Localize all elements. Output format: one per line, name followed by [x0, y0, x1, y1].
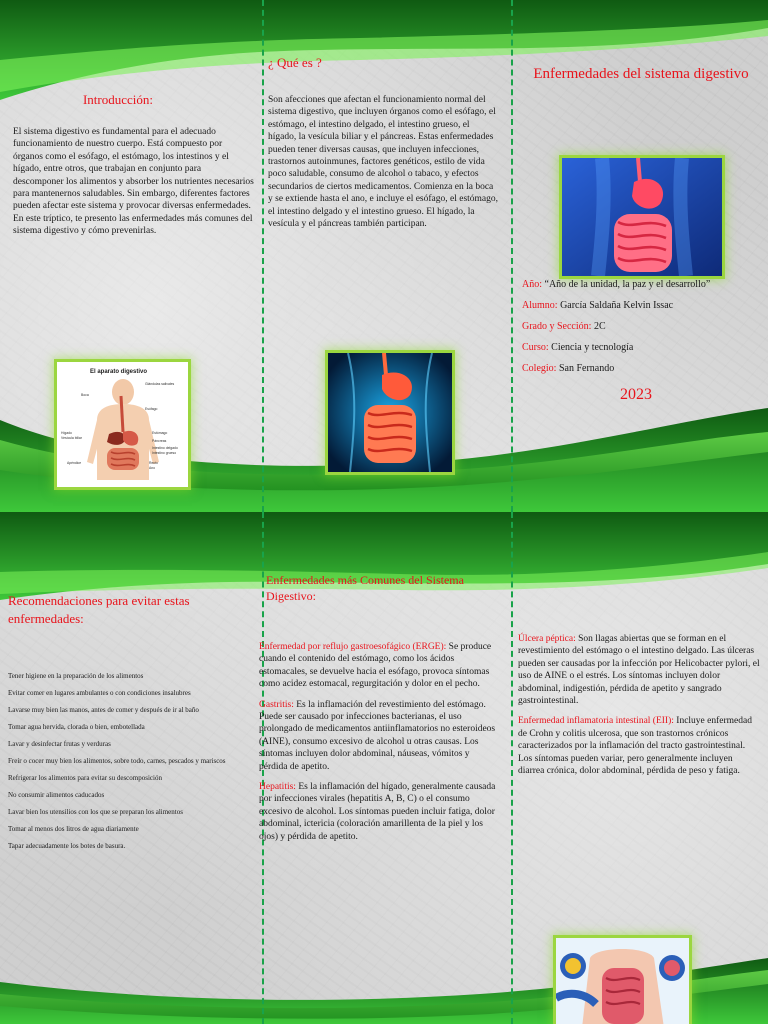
list-item: No consumir alimentos caducados — [8, 791, 105, 799]
recommendations-list — [8, 672, 244, 859]
more-diseases-list — [518, 633, 760, 785]
recommendations-title: Recomendaciones para evitar estas enfermedades: — [8, 593, 190, 626]
diagram-label: Ano — [149, 466, 156, 470]
digestive-organs-image — [328, 353, 452, 472]
fold-line — [511, 0, 513, 512]
disease-item: Úlcera péptica: Son llagas abiertas que se forman en el revestimiento del estómago o el intestino delgado. Las úlceras pueden ser causadas por la infección por Helicobacter pylori, el uso de AINE o el estrés. Los síntomas incluyen dolor abdominal, indigestión, pérdida de apetito y sangrado gastrointestinal. — [518, 634, 760, 707]
list-item: Tomar al menos dos litros de agua diariamente — [8, 825, 139, 833]
list-item: Tomar agua hervida, clorada o bien, embotellada — [8, 723, 145, 731]
diagram-label: Apéndice — [67, 461, 82, 465]
common-diseases-list — [259, 641, 499, 851]
list-item: Tener higiene en la preparación de los alimentos — [8, 672, 144, 680]
diagram-label: Boca — [81, 393, 89, 397]
course-row: Curso: Ciencia y tecnología — [522, 342, 634, 353]
disease-item: Enfermedad por reflujo gastroesofágico (ERGE): Se produce cuando el contenido del estómago, como los ácidos estomacales, se devuelve hacia el esófago, provoca síntomas como acidez estomacal, regurgitación y dolor en el pecho. — [259, 642, 492, 690]
school-row: Colegio: San Fernando — [522, 363, 615, 374]
list-item: Lavar bien los utensilios con los que se preparan los alimentos — [8, 808, 183, 816]
diagram-label: Estómago — [152, 431, 168, 435]
diagram-label: Intestino delgado — [152, 446, 178, 450]
list-item: Tapar adecuadamente los botes de basura. — [8, 842, 126, 850]
diagram-label: Intestino grueso — [152, 451, 177, 455]
diagram-label: Vesícula biliar — [61, 436, 82, 440]
list-item: Lavar y desinfectar frutas y verduras — [8, 740, 111, 748]
que-es-title: ¿ Qué es ? — [268, 55, 322, 70]
student-row: Alumno: García Saldaña Kelvin Issac — [522, 300, 674, 311]
disease-item: Enfermedad inflamatoria intestinal (EII): Incluye enfermedad de Crohn y colitis ulcerosa, que son trastornos crónicos caracterizados por la inflamación del tracto gastrointestinal. Los síntomas pueden variar, pero generalmente incluyen diarrea crónica, dolor abdominal, pérdida de peso y fatiga. — [518, 716, 752, 777]
cover-title: Enfermedades del sistema digestivo — [533, 66, 749, 82]
intro-title: Introducción: — [82, 92, 154, 107]
que-es-text: Son afecciones que afectan el funcionamiento normal del sistema digestivo, que incluyen órganos como el esófago, el estómago, el intestino delgado, el intestino grueso, el hígado, la vesícula biliar y el páncreas. Estas enfermedades pueden tener diversas causas, que incluyen infecciones, trastornos autoinmunes, factores genéticos, estilo de vida poco saludable, consumo de alcohol o tabaco, y efectos secundarios de ciertos medicamentos. Comienza en la boca y se extiende hasta el ano, e incluye el esófago, el estómago, el intestino delgado y el intestino grueso. El hígado, la vesícula y el páncreas también participan. — [268, 95, 499, 230]
diagram-label: Hígado — [61, 431, 72, 435]
intro-text: El sistema digestivo es fundamental para el adecuado funcionamiento de nuestro cuerpo. Está compuesto por órganos como el esófago, el estómago, los intestinos y el hígado, entre otros, que trabajan en conjunto para descomponer los alimentos y absorber los nutrientes necesarios para mantenernos saludables. Sin embargo, diferentes factores pueden afectar este sistema y provocar diversas enfermedades. En este tríptico, te presento las enfermedades más comunes del sistema digestivo y cómo prevenirlas. — [13, 127, 254, 237]
digestive-diagram-image — [57, 362, 188, 487]
common-diseases-title: Enfermedades más Comunes del Sistema Digestivo: — [266, 573, 464, 603]
list-item: Evitar comer en lugares ambulantes o con condiciones insalubres — [8, 689, 191, 697]
disease-item: Gastritis: Es la inflamación del revestimiento del estómago. Puede ser causado por infecciones bacterianas, el uso prolongado de medicamentos antiinflamatorios no esteroideos (AINE), consumo excesivo de alcohol u otras causas. Los síntomas incluyen dolor abdominal, náuseas, vómitos y pérdida de apetito. — [259, 699, 496, 772]
list-item: Refrigerar los alimentos para evitar su descomposición — [8, 774, 162, 782]
list-item: Freír o cocer muy bien los alimentos, sobre todo, carnes, pescados y mariscos — [8, 757, 226, 765]
fold-line — [262, 0, 264, 512]
cover-year: 2023 — [620, 386, 652, 403]
grade-row: Grado y Sección: 2C — [522, 321, 606, 332]
list-item: Lavarse muy bien las manos, antes de comer y después de ir al baño — [8, 706, 199, 714]
year-motto-row: Año: “Año de la unidad, la paz y el desarrollo” — [522, 279, 711, 290]
diagram-label: Esófago — [145, 407, 158, 411]
disease-item: Hepatitis: Es la inflamación del hígado, generalmente causada por infecciones virales (hepatitis A, B, C) o el consumo excesivo de alcohol. Los síntomas pueden incluir fatiga, dolor abdominal, ictericia (coloración amarillenta de la piel y los ojos) y pérdida de apetito. — [259, 782, 496, 842]
diagram-label: Recto — [149, 461, 158, 465]
diagram-label: Páncreas — [152, 439, 167, 443]
ibd-illustration-image — [556, 938, 689, 1024]
diagram-title: El aparato digestivo — [90, 369, 148, 375]
diagram-label: Glándulas salivales — [145, 382, 175, 386]
fold-line — [511, 512, 513, 1024]
cover-image — [562, 158, 722, 276]
